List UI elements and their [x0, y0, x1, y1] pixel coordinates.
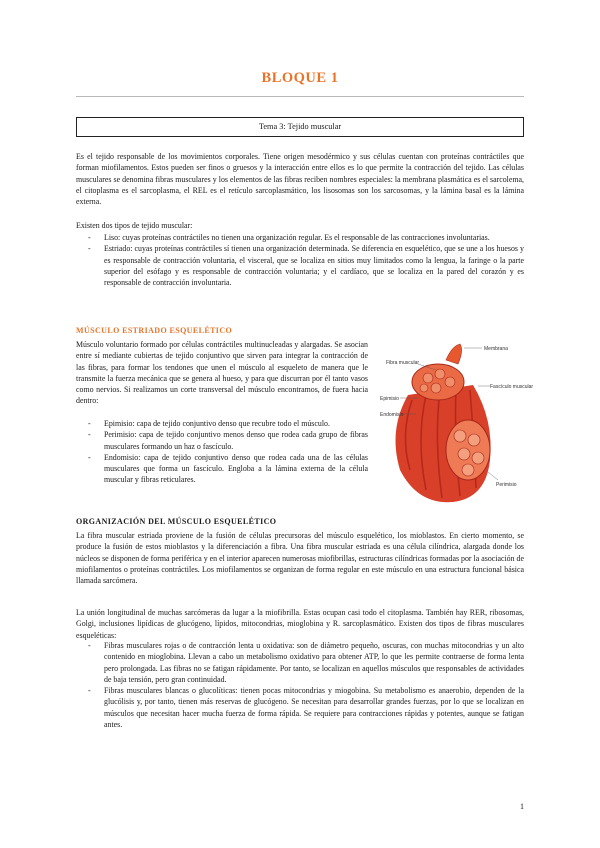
types-list [76, 232, 524, 288]
intro-paragraph [76, 151, 524, 207]
sarcomere-paragraph [76, 607, 524, 641]
skeletal-paragraph [76, 339, 368, 407]
page-number: 1 [520, 802, 524, 811]
muscle-diagram [378, 340, 534, 508]
list-item: - Perimisio: capa de tejido conjuntivo menos denso que rodea cada grupo de fibras musculares formando un haz o fascículo. [76, 429, 368, 452]
figure-label-right: Fascículo muscular [490, 384, 534, 390]
list-item: - Fibras musculares rojas o de contracción lenta u oxidativa: son de diámetro pequeño, oscuras, con muchas mitocondrias y un alto contenido en mioglobina. Llevan a cabo un metabolismo oxidativo para obtener ATP, lo que les permite contraerse de forma lenta pero prolongada. Las fibras no se fatigan rápidamente. Por tanto, se localizan en aquellos músculos que responsables de actividades de baja tensión, pero gran continuidad. [76, 640, 524, 685]
list-item: - Fibras musculares blancas o glucolíticas: tienen pocas mitocondrias y miogobina. Su metabolismo es anaerobio, dependen de la glucólisis y, por tanto, tienen más reservas de glucógeno. Se necesitan para desarrollar grandes fuerzas, por lo que se localizan en músculos que necesitan hacer mucha fuerza de forma rápida. Se requiere para contracciones rápidas y potentes, aunque se fatigan antes. [76, 685, 524, 730]
figure-label-left-lower: Endomisio [380, 412, 404, 418]
list-item: - Endomisio: capa de tejido conjuntivo denso que rodea cada una de las células musculares que forma un fascículo. Engloba a la lámina externa de la célula muscular y fibras reticulares. [76, 452, 368, 486]
muscle-fiber [446, 344, 462, 364]
section-heading-organization: ORGANIZACIÓN DEL MÚSCULO ESQUELÉTICO [76, 517, 277, 526]
skeletal-text: Músculo voluntario formado por células contráctiles multinucleadas y alargadas. Se asocian entre sí mediante cubiertas de tejido conjuntivo que sirven para integrar la contracción de las fibras, para formar los tendones que unen el músculo al esqueleto de manera que le transmite la fuerza mecánica que se genera al hueso, y para que discurran por él tanto vasos como nervios. Si realizamos un corte transversal del músculo encontramos, de fuera hacia dentro: [76, 340, 368, 406]
fascicle-cell [472, 452, 484, 464]
fascicle-cell [435, 369, 445, 379]
fascicle-cell [454, 430, 466, 442]
figure-label-bottom-right: Perimisio [496, 482, 517, 488]
topic-box: Tema 3: Tejido muscular [76, 117, 524, 137]
list-item: - Epimisio: capa de tejido conjuntivo denso que recubre todo el músculo. [76, 418, 368, 429]
intro-text: Es el tejido responsable de los movimientos corporales. Tiene origen mesodérmico y sus células cuentan con proteínas contráctiles que forman miofilamentos. Estos pueden ser finos o gruesos y la interacción entre ellos es lo que permite la contracción del tejido. Las células musculares se denomina fibras musculares y los elementos de las fibras reciben nombres especiales: la membrana plasmática es el sarcolema, el citoplasma es el sarcoplasma, el REL es el retículo sarcoplasmático, los lisosomas son los sarcosomas, y la lámina basal es la lámina externa. [76, 152, 524, 207]
fascicle-cell [458, 448, 470, 460]
organization-paragraph [76, 530, 524, 586]
organization-text: La fibra muscular estriada proviene de la fusión de células precursoras del músculo esquelético, los mioblastos. En cierto momento, se produce la fusión de estos mioblastos y la diferenciación a fibra. Una fibra muscular estriada es una célula cilíndrica, alargada donde los núcleos se disponen de forma periférica y en el interior aparecen numerosas miofibrillas, estructuras cilíndricas formadas por la asociación de miofilamentos o proteínas contráctiles. Los miofilamentos se organizan de forma regular en este músculo en una estructura funcional básica llamada sarcómera. [76, 531, 524, 586]
fascicle-cell [420, 384, 428, 392]
fascicle-cell [445, 377, 455, 387]
figure-label-upper-left: Fibra muscular [386, 360, 420, 366]
fascicle-cell [423, 373, 433, 383]
fascicle-cell [462, 464, 474, 476]
section-heading-skeletal: MÚSCULO ESTRIADO ESQUELÉTICO [76, 326, 233, 335]
list-item: - Estriado: cuyas proteínas contráctiles sí tienen una organización determinada. Se diferencia en esquelético, que se une a los huesos y es responsable de contracción voluntaria, el visceral, que se localiza en sitios muy limitados como la lengua, la faringe o la parte superior del esófago y es responsable de contracción voluntaria; y el cardíaco, que se localiza en la pared del corazón y es responsable de contracción involuntaria. [76, 243, 524, 288]
layers-list [76, 418, 368, 486]
types-intro: Existen dos tipos de tejido muscular: [76, 221, 193, 230]
fascicle-cell [468, 434, 480, 446]
sarcomere-text: La unión longitudinal de muchas sarcómeras da lugar a la miofibrilla. Estas ocupan casi todo el citoplasma. También hay RER, ribosomas, Golgi, inclusiones lipídicas de glucógeno, lípidos, mitocondrias, mioglobina y R. sarcoplasmático. Existen dos tipos de fibras musculares esqueléticas: [76, 608, 524, 640]
label-line [488, 472, 498, 480]
page-title: BLOQUE 1 [261, 70, 339, 86]
fascicle-cell [431, 383, 441, 393]
title-divider [76, 96, 524, 97]
list-item: - Liso: cuyas proteínas contráctiles no tienen una organización regular. Es el responsable de las contracciones involuntarias. [76, 232, 524, 243]
figure-label-top: Membrana [484, 346, 508, 352]
fiber-types-list [76, 640, 524, 730]
figure-label-left: Epimisio [380, 396, 399, 402]
